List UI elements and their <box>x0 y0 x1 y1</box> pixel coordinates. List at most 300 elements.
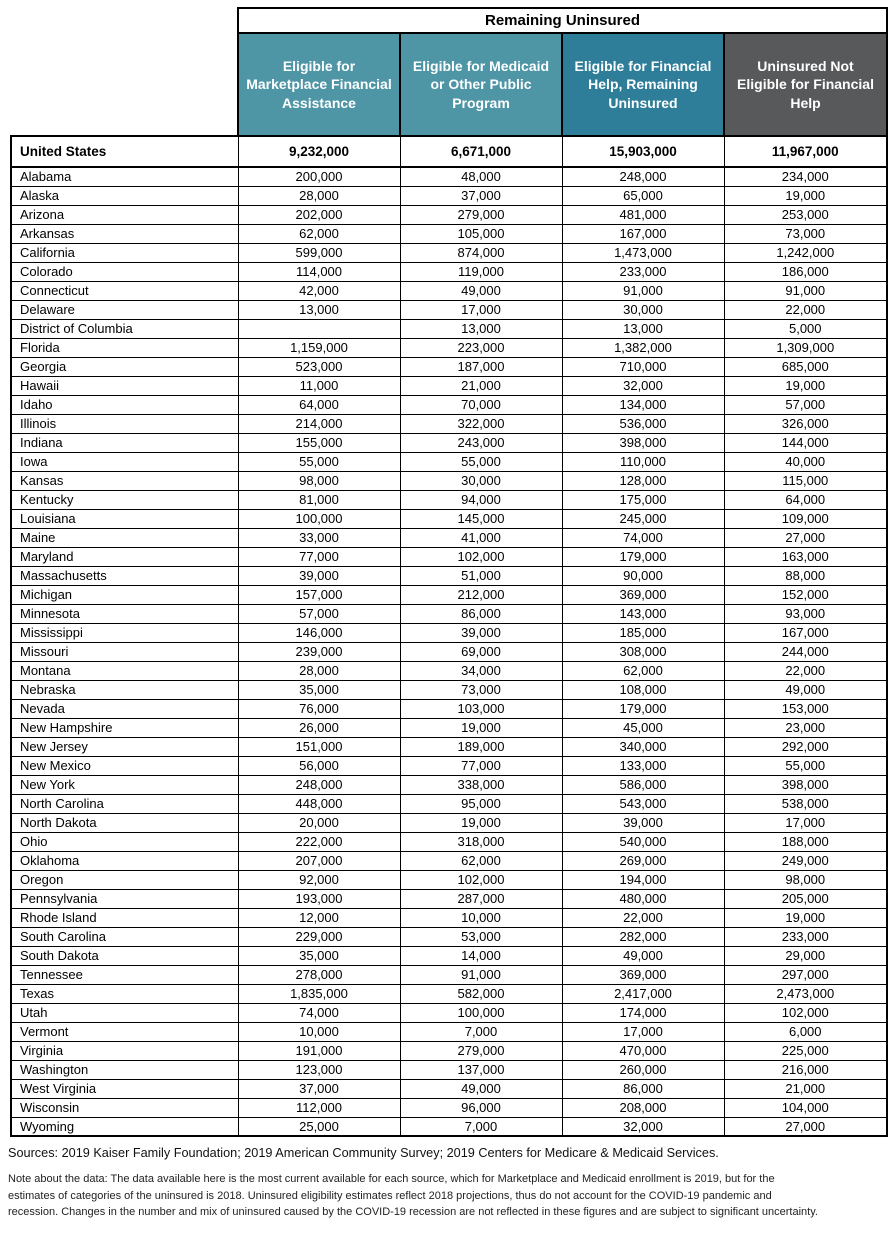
table-row <box>11 851 887 870</box>
state-name-cell: Oregon <box>11 870 238 889</box>
value-cell: 73,000 <box>400 680 562 699</box>
value-cell: 143,000 <box>562 604 724 623</box>
value-cell: 292,000 <box>724 737 887 756</box>
state-name-cell: Pennsylvania <box>11 889 238 908</box>
state-name-cell: New Mexico <box>11 756 238 775</box>
table-row <box>11 813 887 832</box>
value-cell: 77,000 <box>238 547 400 566</box>
value-cell: 2,473,000 <box>724 984 887 1003</box>
state-name-cell: Michigan <box>11 585 238 604</box>
state-name-cell: Kansas <box>11 471 238 490</box>
value-cell: 27,000 <box>724 1117 887 1136</box>
state-name-cell: Montana <box>11 661 238 680</box>
value-cell: 37,000 <box>238 1079 400 1098</box>
table-row <box>11 927 887 946</box>
table-row <box>11 984 887 1003</box>
value-cell: 48,000 <box>400 167 562 186</box>
value-cell: 146,000 <box>238 623 400 642</box>
value-cell: 287,000 <box>400 889 562 908</box>
value-cell: 398,000 <box>562 433 724 452</box>
value-cell: 76,000 <box>238 699 400 718</box>
value-cell: 1,382,000 <box>562 338 724 357</box>
state-name-cell: Alaska <box>11 186 238 205</box>
state-name-cell: Vermont <box>11 1022 238 1041</box>
state-name-cell: Alabama <box>11 167 238 186</box>
column-header-row <box>11 33 887 136</box>
value-cell: 92,000 <box>238 870 400 889</box>
value-cell: 153,000 <box>724 699 887 718</box>
table-row <box>11 718 887 737</box>
note-line: recession. Changes in the number and mix of uninsured caused by the COVID-19 recession are not reflected in these figures and are subject to significant uncertainty. <box>8 1206 818 1218</box>
value-cell: 19,000 <box>400 813 562 832</box>
value-cell: 260,000 <box>562 1060 724 1079</box>
table-row <box>11 1117 887 1136</box>
state-name-cell: Massachusetts <box>11 566 238 585</box>
value-cell: 233,000 <box>562 262 724 281</box>
value-cell: 225,000 <box>724 1041 887 1060</box>
column-header-marketplace-assistance: Eligible for Marketplace Financial Assistance <box>238 33 400 136</box>
value-cell: 112,000 <box>238 1098 400 1117</box>
value-cell: 21,000 <box>724 1079 887 1098</box>
value-cell: 279,000 <box>400 205 562 224</box>
state-name-cell: Oklahoma <box>11 851 238 870</box>
value-cell: 338,000 <box>400 775 562 794</box>
value-cell: 25,000 <box>238 1117 400 1136</box>
value-cell: 98,000 <box>238 471 400 490</box>
value-cell: 93,000 <box>724 604 887 623</box>
table-row <box>11 737 887 756</box>
value-cell: 94,000 <box>400 490 562 509</box>
value-cell: 7,000 <box>400 1022 562 1041</box>
value-cell: 49,000 <box>562 946 724 965</box>
value-cell: 318,000 <box>400 832 562 851</box>
table-row <box>11 1003 887 1022</box>
value-cell: 42,000 <box>238 281 400 300</box>
value-cell: 81,000 <box>238 490 400 509</box>
table-row <box>11 300 887 319</box>
value-cell: 207,000 <box>238 851 400 870</box>
value-cell: 28,000 <box>238 661 400 680</box>
value-cell: 163,000 <box>724 547 887 566</box>
table-row <box>11 357 887 376</box>
remaining-uninsured-table <box>10 7 888 1137</box>
state-name-cell: Louisiana <box>11 509 238 528</box>
state-name-cell: Colorado <box>11 262 238 281</box>
value-cell: 538,000 <box>724 794 887 813</box>
value-cell: 119,000 <box>400 262 562 281</box>
state-name-cell: Iowa <box>11 452 238 471</box>
value-cell: 189,000 <box>400 737 562 756</box>
state-name-cell: North Dakota <box>11 813 238 832</box>
state-name-cell: Delaware <box>11 300 238 319</box>
total-value: 11,967,000 <box>724 136 887 167</box>
table-row <box>11 243 887 262</box>
total-value: 9,232,000 <box>238 136 400 167</box>
value-cell: 17,000 <box>400 300 562 319</box>
value-cell: 62,000 <box>562 661 724 680</box>
value-cell: 22,000 <box>724 300 887 319</box>
value-cell: 17,000 <box>562 1022 724 1041</box>
value-cell: 45,000 <box>562 718 724 737</box>
table-row <box>11 623 887 642</box>
value-cell: 481,000 <box>562 205 724 224</box>
value-cell: 369,000 <box>562 585 724 604</box>
value-cell: 104,000 <box>724 1098 887 1117</box>
value-cell: 35,000 <box>238 946 400 965</box>
value-cell: 297,000 <box>724 965 887 984</box>
value-cell: 41,000 <box>400 528 562 547</box>
value-cell: 586,000 <box>562 775 724 794</box>
group-header-remaining-uninsured: Remaining Uninsured <box>238 8 887 33</box>
table-row <box>11 1041 887 1060</box>
state-name-cell: Kentucky <box>11 490 238 509</box>
value-cell: 27,000 <box>724 528 887 547</box>
value-cell: 14,000 <box>400 946 562 965</box>
state-name-cell: Illinois <box>11 414 238 433</box>
value-cell: 102,000 <box>724 1003 887 1022</box>
value-cell: 21,000 <box>400 376 562 395</box>
value-cell: 62,000 <box>400 851 562 870</box>
state-name-cell: Minnesota <box>11 604 238 623</box>
table-row <box>11 756 887 775</box>
state-name-cell: Wyoming <box>11 1117 238 1136</box>
value-cell: 340,000 <box>562 737 724 756</box>
value-cell: 53,000 <box>400 927 562 946</box>
value-cell: 253,000 <box>724 205 887 224</box>
table-row <box>11 433 887 452</box>
state-name-cell: Tennessee <box>11 965 238 984</box>
value-cell: 874,000 <box>400 243 562 262</box>
value-cell: 70,000 <box>400 395 562 414</box>
table-row <box>11 661 887 680</box>
state-name-cell: Missouri <box>11 642 238 661</box>
table-row <box>11 946 887 965</box>
table-row <box>11 604 887 623</box>
value-cell: 536,000 <box>562 414 724 433</box>
value-cell: 216,000 <box>724 1060 887 1079</box>
value-cell: 398,000 <box>724 775 887 794</box>
value-cell: 685,000 <box>724 357 887 376</box>
value-cell: 1,309,000 <box>724 338 887 357</box>
value-cell: 543,000 <box>562 794 724 813</box>
table-row <box>11 414 887 433</box>
value-cell: 1,473,000 <box>562 243 724 262</box>
value-cell: 245,000 <box>562 509 724 528</box>
table-row <box>11 376 887 395</box>
value-cell: 5,000 <box>724 319 887 338</box>
state-name-cell: Maryland <box>11 547 238 566</box>
value-cell: 108,000 <box>562 680 724 699</box>
value-cell: 49,000 <box>724 680 887 699</box>
state-name-cell: South Carolina <box>11 927 238 946</box>
table-row <box>11 775 887 794</box>
state-name-cell: Nebraska <box>11 680 238 699</box>
value-cell: 202,000 <box>238 205 400 224</box>
value-cell: 223,000 <box>400 338 562 357</box>
table-row <box>11 1098 887 1117</box>
value-cell: 326,000 <box>724 414 887 433</box>
state-name-cell: Connecticut <box>11 281 238 300</box>
value-cell: 77,000 <box>400 756 562 775</box>
value-cell: 33,000 <box>238 528 400 547</box>
value-cell: 710,000 <box>562 357 724 376</box>
value-cell: 39,000 <box>238 566 400 585</box>
state-name-cell: Washington <box>11 1060 238 1079</box>
value-cell: 30,000 <box>562 300 724 319</box>
value-cell: 57,000 <box>724 395 887 414</box>
table-row <box>11 490 887 509</box>
value-cell: 86,000 <box>400 604 562 623</box>
value-cell: 13,000 <box>400 319 562 338</box>
value-cell: 186,000 <box>724 262 887 281</box>
value-cell: 64,000 <box>238 395 400 414</box>
state-name-cell: Rhode Island <box>11 908 238 927</box>
value-cell: 20,000 <box>238 813 400 832</box>
value-cell: 212,000 <box>400 585 562 604</box>
value-cell: 174,000 <box>562 1003 724 1022</box>
value-cell: 96,000 <box>400 1098 562 1117</box>
state-name-cell: Virginia <box>11 1041 238 1060</box>
table-row <box>11 547 887 566</box>
group-header-row <box>11 8 887 33</box>
state-name-cell: District of Columbia <box>11 319 238 338</box>
table-row <box>11 908 887 927</box>
value-cell: 73,000 <box>724 224 887 243</box>
state-name-cell: Arizona <box>11 205 238 224</box>
value-cell: 185,000 <box>562 623 724 642</box>
value-cell: 12,000 <box>238 908 400 927</box>
column-header-not-eligible-financial-help: Uninsured Not Eligible for Financial Help <box>724 33 887 136</box>
table-row <box>11 528 887 547</box>
corner-spacer <box>11 33 238 136</box>
value-cell: 133,000 <box>562 756 724 775</box>
value-cell: 523,000 <box>238 357 400 376</box>
value-cell: 56,000 <box>238 756 400 775</box>
state-name-cell: Hawaii <box>11 376 238 395</box>
value-cell: 32,000 <box>562 1117 724 1136</box>
table-row <box>11 1060 887 1079</box>
value-cell: 187,000 <box>400 357 562 376</box>
corner-spacer <box>11 8 238 33</box>
value-cell: 109,000 <box>724 509 887 528</box>
value-cell: 100,000 <box>400 1003 562 1022</box>
table-row <box>11 319 887 338</box>
value-cell: 369,000 <box>562 965 724 984</box>
value-cell: 6,000 <box>724 1022 887 1041</box>
value-cell: 1,835,000 <box>238 984 400 1003</box>
state-name-cell: Florida <box>11 338 238 357</box>
value-cell: 308,000 <box>562 642 724 661</box>
state-name-cell: New Jersey <box>11 737 238 756</box>
value-cell: 205,000 <box>724 889 887 908</box>
value-cell: 214,000 <box>238 414 400 433</box>
value-cell: 19,000 <box>724 908 887 927</box>
total-row-label: United States <box>11 136 238 167</box>
value-cell: 22,000 <box>562 908 724 927</box>
value-cell: 91,000 <box>400 965 562 984</box>
value-cell: 19,000 <box>724 376 887 395</box>
value-cell: 448,000 <box>238 794 400 813</box>
state-name-cell: Wisconsin <box>11 1098 238 1117</box>
value-cell: 540,000 <box>562 832 724 851</box>
table-row <box>11 167 887 186</box>
value-cell: 137,000 <box>400 1060 562 1079</box>
note-line: Note about the data: The data available here is the most current available for each source, which for Marketplace and Medicaid enrollment is 2019, but for the <box>8 1173 775 1185</box>
value-cell <box>238 319 400 338</box>
state-name-cell: Mississippi <box>11 623 238 642</box>
value-cell: 39,000 <box>562 813 724 832</box>
value-cell: 39,000 <box>400 623 562 642</box>
value-cell: 49,000 <box>400 281 562 300</box>
table-row <box>11 281 887 300</box>
value-cell: 102,000 <box>400 870 562 889</box>
value-cell: 30,000 <box>400 471 562 490</box>
value-cell: 167,000 <box>724 623 887 642</box>
total-value: 15,903,000 <box>562 136 724 167</box>
state-name-cell: Idaho <box>11 395 238 414</box>
value-cell: 248,000 <box>562 167 724 186</box>
value-cell: 470,000 <box>562 1041 724 1060</box>
value-cell: 11,000 <box>238 376 400 395</box>
value-cell: 179,000 <box>562 699 724 718</box>
value-cell: 128,000 <box>562 471 724 490</box>
value-cell: 65,000 <box>562 186 724 205</box>
value-cell: 282,000 <box>562 927 724 946</box>
value-cell: 179,000 <box>562 547 724 566</box>
table-row <box>11 585 887 604</box>
state-name-cell: Nevada <box>11 699 238 718</box>
value-cell: 1,159,000 <box>238 338 400 357</box>
table-row <box>11 186 887 205</box>
value-cell: 249,000 <box>724 851 887 870</box>
value-cell: 480,000 <box>562 889 724 908</box>
state-name-cell: West Virginia <box>11 1079 238 1098</box>
value-cell: 98,000 <box>724 870 887 889</box>
state-name-cell: Maine <box>11 528 238 547</box>
value-cell: 19,000 <box>724 186 887 205</box>
value-cell: 1,242,000 <box>724 243 887 262</box>
table-row <box>11 889 887 908</box>
state-name-cell: North Carolina <box>11 794 238 813</box>
value-cell: 191,000 <box>238 1041 400 1060</box>
value-cell: 55,000 <box>238 452 400 471</box>
value-cell: 123,000 <box>238 1060 400 1079</box>
table-row <box>11 205 887 224</box>
value-cell: 229,000 <box>238 927 400 946</box>
table-row <box>11 1079 887 1098</box>
value-cell: 10,000 <box>400 908 562 927</box>
table-row <box>11 509 887 528</box>
table-row <box>11 699 887 718</box>
value-cell: 100,000 <box>238 509 400 528</box>
value-cell: 102,000 <box>400 547 562 566</box>
value-cell: 62,000 <box>238 224 400 243</box>
value-cell: 64,000 <box>724 490 887 509</box>
value-cell: 23,000 <box>724 718 887 737</box>
value-cell: 269,000 <box>562 851 724 870</box>
value-cell: 278,000 <box>238 965 400 984</box>
value-cell: 105,000 <box>400 224 562 243</box>
table-row <box>11 642 887 661</box>
column-header-medicaid-public-program: Eligible for Medicaid or Other Public Program <box>400 33 562 136</box>
value-cell: 234,000 <box>724 167 887 186</box>
value-cell: 152,000 <box>724 585 887 604</box>
value-cell: 193,000 <box>238 889 400 908</box>
table-row <box>11 1022 887 1041</box>
value-cell: 95,000 <box>400 794 562 813</box>
value-cell: 74,000 <box>562 528 724 547</box>
value-cell: 175,000 <box>562 490 724 509</box>
sources-line: Sources: 2019 Kaiser Family Foundation; 2019 American Community Survey; 2019 Centers for Medicare & Medicaid Services. <box>8 1146 719 1160</box>
value-cell: 134,000 <box>562 395 724 414</box>
column-header-eligible-financial-help: Eligible for Financial Help, Remaining Uninsured <box>562 33 724 136</box>
value-cell: 145,000 <box>400 509 562 528</box>
value-cell: 74,000 <box>238 1003 400 1022</box>
note-line: estimates of categories of the uninsured is 2018. Uninsured eligibility estimates reflect 2018 projections, thus do not account for the COVID-19 pandemic and <box>8 1189 772 1202</box>
value-cell: 40,000 <box>724 452 887 471</box>
state-name-cell: Arkansas <box>11 224 238 243</box>
value-cell: 7,000 <box>400 1117 562 1136</box>
value-cell: 582,000 <box>400 984 562 1003</box>
table-row <box>11 395 887 414</box>
value-cell: 32,000 <box>562 376 724 395</box>
total-value: 6,671,000 <box>400 136 562 167</box>
value-cell: 34,000 <box>400 661 562 680</box>
value-cell: 599,000 <box>238 243 400 262</box>
value-cell: 115,000 <box>724 471 887 490</box>
value-cell: 55,000 <box>724 756 887 775</box>
table-row <box>11 965 887 984</box>
state-name-cell: New Hampshire <box>11 718 238 737</box>
value-cell: 167,000 <box>562 224 724 243</box>
state-name-cell: Ohio <box>11 832 238 851</box>
value-cell: 90,000 <box>562 566 724 585</box>
value-cell: 49,000 <box>400 1079 562 1098</box>
value-cell: 279,000 <box>400 1041 562 1060</box>
value-cell: 13,000 <box>238 300 400 319</box>
total-row-united-states <box>11 136 887 167</box>
value-cell: 233,000 <box>724 927 887 946</box>
table-row <box>11 870 887 889</box>
value-cell: 13,000 <box>562 319 724 338</box>
value-cell: 28,000 <box>238 186 400 205</box>
state-name-cell: Utah <box>11 1003 238 1022</box>
value-cell: 103,000 <box>400 699 562 718</box>
value-cell: 88,000 <box>724 566 887 585</box>
value-cell: 208,000 <box>562 1098 724 1117</box>
value-cell: 35,000 <box>238 680 400 699</box>
value-cell: 144,000 <box>724 433 887 452</box>
value-cell: 222,000 <box>238 832 400 851</box>
value-cell: 151,000 <box>238 737 400 756</box>
state-name-cell: South Dakota <box>11 946 238 965</box>
value-cell: 157,000 <box>238 585 400 604</box>
value-cell: 194,000 <box>562 870 724 889</box>
value-cell: 114,000 <box>238 262 400 281</box>
value-cell: 51,000 <box>400 566 562 585</box>
value-cell: 69,000 <box>400 642 562 661</box>
table-row <box>11 471 887 490</box>
value-cell: 248,000 <box>238 775 400 794</box>
value-cell: 26,000 <box>238 718 400 737</box>
table-row <box>11 566 887 585</box>
value-cell: 322,000 <box>400 414 562 433</box>
table-row <box>11 794 887 813</box>
table-row <box>11 338 887 357</box>
value-cell: 2,417,000 <box>562 984 724 1003</box>
state-name-cell: Georgia <box>11 357 238 376</box>
value-cell: 55,000 <box>400 452 562 471</box>
